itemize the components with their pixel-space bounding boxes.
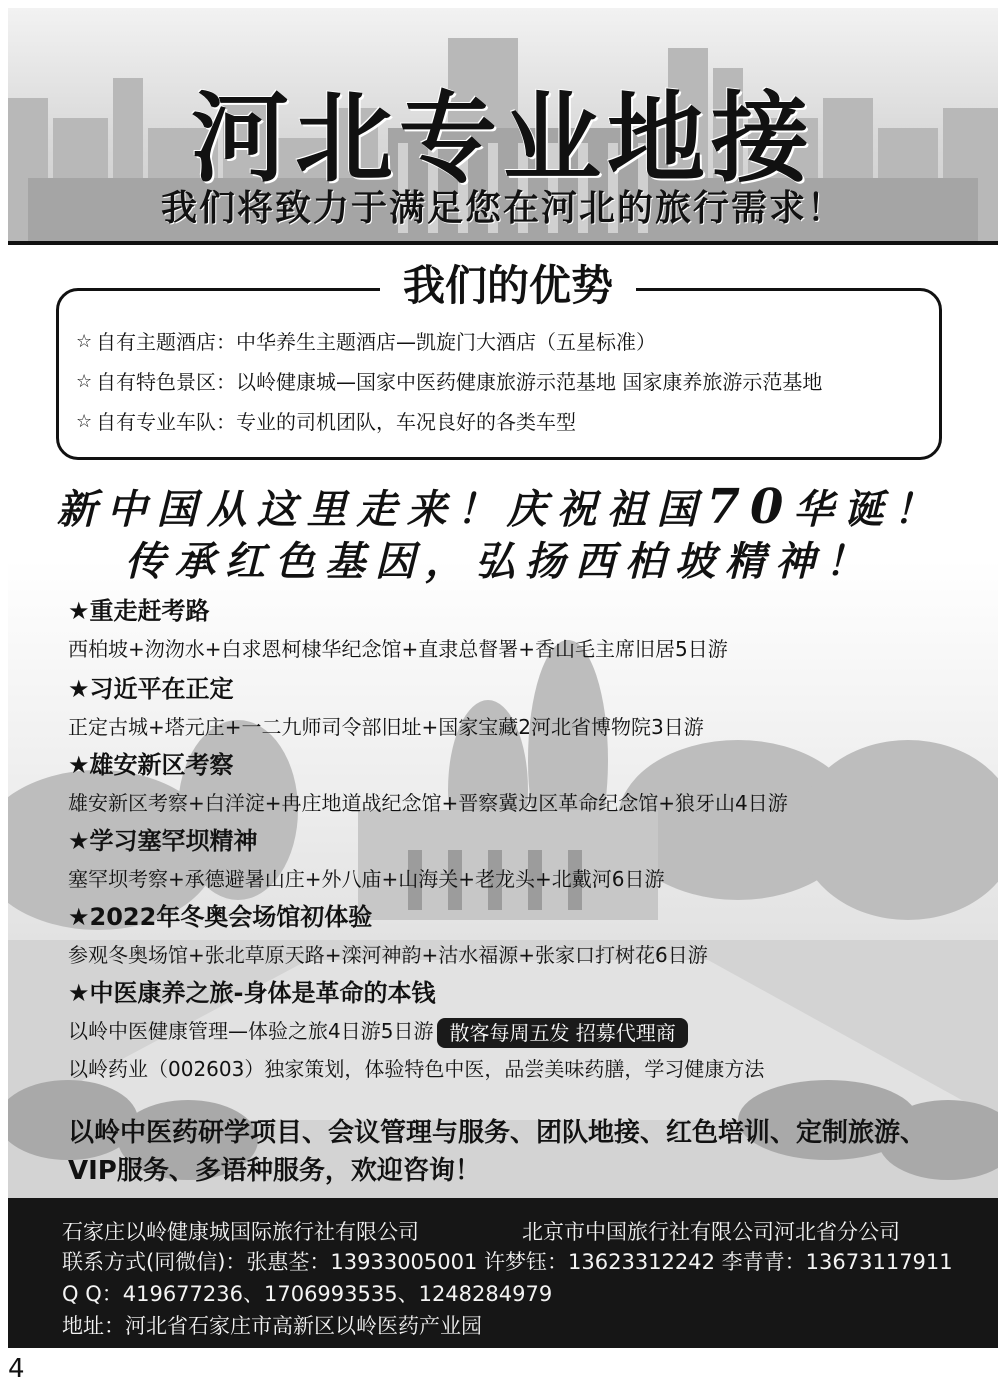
route-description: 雄安新区考察+白洋淀+冉庄地道战纪念馆+晋察冀边区革命纪念馆+狼牙山4日游 — [68, 791, 788, 815]
slogan-anniversary-number: 70 — [706, 479, 794, 535]
route-description: 西柏坡+沕沕水+白求恩柯棣华纪念馆+直隶总督署+香山毛主席旧居5日游 — [68, 637, 728, 661]
outline-star-icon: ☆ — [76, 331, 93, 352]
route-description: 以岭中医健康管理—体验之旅4日游5日游 — [68, 1019, 434, 1043]
slogan-line-2: 传承红色基因，弘扬西柏坡精神！ — [125, 538, 875, 585]
contact-footer — [8, 1198, 998, 1348]
route-description: 以岭药业（002603）独家策划，体验特色中医，品尝美味药膳，学习健康方法 — [68, 1057, 765, 1081]
advantages-title: 我们的优势 — [380, 258, 636, 314]
contact-qq: Q Q：419677236、1706993535、1248284979 — [62, 1282, 553, 1306]
slogan-text: 新中国从这里走来！庆祝祖国 — [56, 486, 707, 533]
outline-star-icon: ☆ — [76, 371, 93, 392]
advantage-label: 自有主题酒店： — [96, 330, 236, 354]
route-description: 塞罕坝考察+承德避暑山庄+外八庙+山海关+老龙头+北戴河6日游 — [68, 867, 665, 891]
slogan-text: 华诞！ — [793, 486, 944, 533]
route-description-with-badge — [68, 1012, 968, 1050]
route-title: ★习近平在正定 — [68, 675, 234, 703]
company-name-2: 北京市中国旅行社有限公司河北省分公司 — [522, 1220, 900, 1244]
advantage-label: 自有特色景区： — [96, 370, 236, 394]
route-title: ★2022年冬奥会场馆初体验 — [68, 903, 373, 931]
route-title: ★学习塞罕坝精神 — [68, 827, 258, 855]
outline-star-icon: ☆ — [76, 411, 93, 432]
route-description: 正定古城+塔元庄+一二九师司令部旧址+国家宝藏2河北省博物院3日游 — [68, 715, 704, 739]
advantage-item — [76, 328, 936, 368]
header-divider — [8, 241, 998, 245]
page-number: 4 — [8, 1354, 25, 1384]
advantage-label: 自有专业车队： — [96, 410, 236, 434]
advantage-item — [76, 368, 936, 408]
advantage-text: 以岭健康城—国家中医药健康旅游示范基地 国家康养旅游示范基地 — [236, 370, 823, 394]
route-title: ★重走赶考路 — [68, 597, 210, 625]
advantage-text: 专业的司机团队，车况良好的各类车型 — [236, 410, 576, 434]
departure-badge: 散客每周五发 招募代理商 — [437, 1018, 687, 1048]
company-name-1: 石家庄以岭健康城国际旅行社有限公司 — [62, 1220, 419, 1244]
advantage-item — [76, 408, 936, 448]
slogan-line-1 — [0, 478, 1000, 535]
contact-phones: 联系方式(同微信)：张惠荃：13933005001 许梦钰：13623312242 李青青：13673117911 — [62, 1250, 953, 1274]
advantages-list — [76, 328, 936, 448]
page-title: 河北专业地接 — [190, 82, 815, 196]
route-title: ★中医康养之旅-身体是革命的本钱 — [68, 979, 436, 1007]
page-subtitle: 我们将致力于满足您在河北的旅行需求！ — [160, 188, 845, 229]
advantage-text: 中华养生主题酒店—凯旋门大酒店（五星标准） — [236, 330, 656, 354]
route-list — [68, 592, 968, 1088]
route-title: ★雄安新区考察 — [68, 751, 234, 779]
route-description: 参观冬奥场馆+张北草原天路+滦河神韵+沽水福源+张家口打树花6日游 — [68, 943, 708, 967]
services-summary: 以岭中医药研学项目、会议管理与服务、团队地接、红色培训、定制旅游、VIP服务、多语种服务，欢迎咨询！ — [68, 1118, 927, 1186]
header-banner — [8, 8, 998, 242]
contact-address: 地址：河北省石家庄市高新区以岭医药产业园 — [62, 1314, 482, 1338]
